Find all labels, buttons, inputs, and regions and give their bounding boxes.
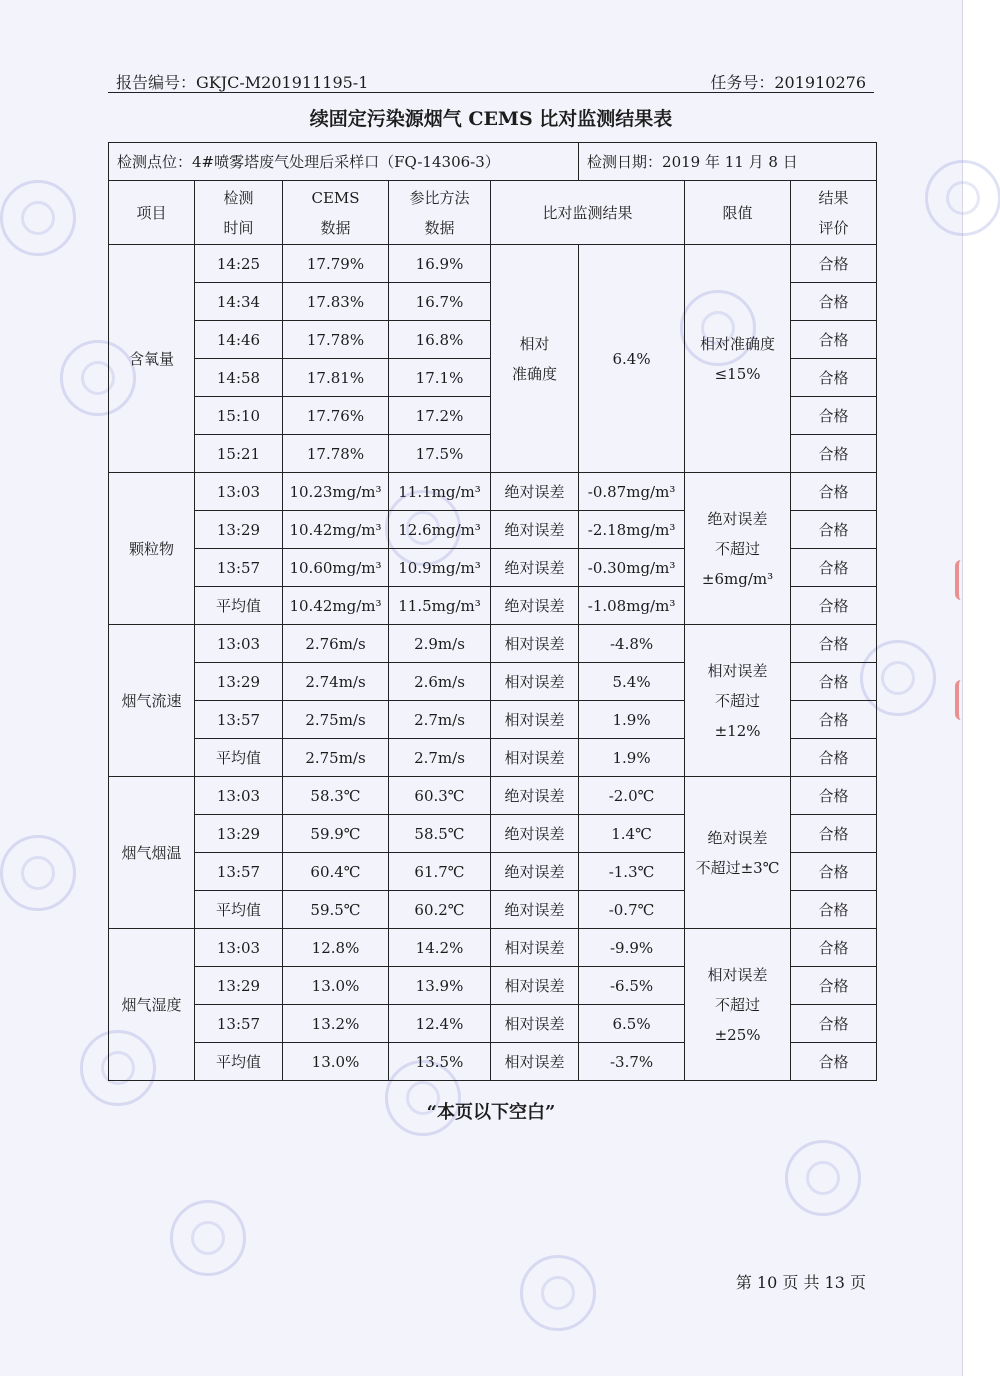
monitoring-date: 检测日期：2019 年 11 月 8 日 bbox=[579, 143, 877, 181]
time-cell: 15:21 bbox=[195, 435, 283, 473]
evaluation-cell: 合格 bbox=[791, 739, 877, 777]
cems-cell: 59.9℃ bbox=[283, 815, 389, 853]
table-row bbox=[109, 929, 877, 967]
task-number: 任务号：201910276 bbox=[710, 73, 866, 92]
time-cell: 13:57 bbox=[195, 701, 283, 739]
item-name: 含氧量 bbox=[109, 245, 195, 473]
result-cell: 1.9% bbox=[579, 739, 685, 777]
time-cell: 13:57 bbox=[195, 1005, 283, 1043]
table-header-row bbox=[109, 181, 877, 245]
cems-cell: 17.78% bbox=[283, 321, 389, 359]
header-result: 比对监测结果 bbox=[491, 181, 685, 245]
result-cell: 1.4℃ bbox=[579, 815, 685, 853]
reference-cell: 13.5% bbox=[389, 1043, 491, 1081]
item-name: 烟气湿度 bbox=[109, 929, 195, 1081]
metric-cell: 相对误差 bbox=[491, 701, 579, 739]
metric-cell: 绝对误差 bbox=[491, 853, 579, 891]
result-cell: -0.7℃ bbox=[579, 891, 685, 929]
monitoring-point: 检测点位：4#喷雾塔废气处理后采样口（FQ-14306-3） bbox=[109, 143, 579, 181]
header-limit: 限值 bbox=[685, 181, 791, 245]
watermark-seal bbox=[170, 1200, 246, 1276]
cems-cell: 13.0% bbox=[283, 967, 389, 1005]
stamp-mark bbox=[955, 560, 979, 600]
watermark-seal bbox=[0, 835, 76, 911]
limit-cell: 相对准确度 ≤15% bbox=[685, 245, 791, 473]
result-cell: -4.8% bbox=[579, 625, 685, 663]
time-cell: 13:03 bbox=[195, 625, 283, 663]
reference-cell: 11.5mg/m³ bbox=[389, 587, 491, 625]
cems-cell: 10.23mg/m³ bbox=[283, 473, 389, 511]
table-row bbox=[109, 777, 877, 815]
result-cell: -1.3℃ bbox=[579, 853, 685, 891]
stamp-mark bbox=[955, 680, 979, 720]
evaluation-cell: 合格 bbox=[791, 473, 877, 511]
result-cell: -1.08mg/m³ bbox=[579, 587, 685, 625]
item-name: 烟气烟温 bbox=[109, 777, 195, 929]
reference-cell: 17.2% bbox=[389, 397, 491, 435]
cems-cell: 58.3℃ bbox=[283, 777, 389, 815]
limit-cell: 相对误差 不超过 ±25% bbox=[685, 929, 791, 1081]
reference-cell: 61.7℃ bbox=[389, 853, 491, 891]
cems-cell: 2.75m/s bbox=[283, 739, 389, 777]
reference-cell: 13.9% bbox=[389, 967, 491, 1005]
cems-cell: 60.4℃ bbox=[283, 853, 389, 891]
time-cell: 13:29 bbox=[195, 511, 283, 549]
report-header bbox=[108, 68, 874, 93]
cems-cell: 59.5℃ bbox=[283, 891, 389, 929]
metric-cell: 相对误差 bbox=[491, 1005, 579, 1043]
cems-cell: 17.79% bbox=[283, 245, 389, 283]
metric-cell: 相对误差 bbox=[491, 739, 579, 777]
cems-cell: 17.81% bbox=[283, 359, 389, 397]
evaluation-cell: 合格 bbox=[791, 321, 877, 359]
reference-cell: 12.6mg/m³ bbox=[389, 511, 491, 549]
evaluation-cell: 合格 bbox=[791, 245, 877, 283]
time-cell: 13:03 bbox=[195, 777, 283, 815]
time-cell: 平均值 bbox=[195, 587, 283, 625]
cems-cell: 2.74m/s bbox=[283, 663, 389, 701]
evaluation-cell: 合格 bbox=[791, 1005, 877, 1043]
time-cell: 14:46 bbox=[195, 321, 283, 359]
evaluation-cell: 合格 bbox=[791, 701, 877, 739]
time-cell: 14:58 bbox=[195, 359, 283, 397]
result-cell: 5.4% bbox=[579, 663, 685, 701]
blank-note: “本页以下空白” bbox=[426, 1102, 556, 1123]
page-title: 续固定污染源烟气 CEMS 比对监测结果表 bbox=[309, 108, 673, 130]
cems-cell: 10.60mg/m³ bbox=[283, 549, 389, 587]
evaluation-cell: 合格 bbox=[791, 397, 877, 435]
time-cell: 13:57 bbox=[195, 853, 283, 891]
reference-cell: 2.9m/s bbox=[389, 625, 491, 663]
evaluation-cell: 合格 bbox=[791, 587, 877, 625]
reference-cell: 17.1% bbox=[389, 359, 491, 397]
result-cell: -9.9% bbox=[579, 929, 685, 967]
watermark-seal bbox=[520, 1255, 596, 1331]
metric-cell: 绝对误差 bbox=[491, 511, 579, 549]
evaluation-cell: 合格 bbox=[791, 1043, 877, 1081]
header-evaluation: 结果 评价 bbox=[791, 181, 877, 245]
reference-cell: 16.8% bbox=[389, 321, 491, 359]
time-cell: 13:29 bbox=[195, 815, 283, 853]
time-cell: 13:29 bbox=[195, 967, 283, 1005]
result-cell: -2.0℃ bbox=[579, 777, 685, 815]
reference-cell: 60.3℃ bbox=[389, 777, 491, 815]
evaluation-cell: 合格 bbox=[791, 929, 877, 967]
reference-cell: 12.4% bbox=[389, 1005, 491, 1043]
item-name: 颗粒物 bbox=[109, 473, 195, 625]
metric-cell: 绝对误差 bbox=[491, 587, 579, 625]
reference-cell: 16.9% bbox=[389, 245, 491, 283]
limit-cell: 绝对误差 不超过 ±6mg/m³ bbox=[685, 473, 791, 625]
result-cell: -6.5% bbox=[579, 967, 685, 1005]
cems-cell: 17.83% bbox=[283, 283, 389, 321]
info-row bbox=[109, 143, 877, 181]
result-cell: -3.7% bbox=[579, 1043, 685, 1081]
metric-cell: 相对误差 bbox=[491, 929, 579, 967]
evaluation-cell: 合格 bbox=[791, 549, 877, 587]
result-cell: -0.87mg/m³ bbox=[579, 473, 685, 511]
reference-cell: 10.9mg/m³ bbox=[389, 549, 491, 587]
metric-cell: 相对 准确度 bbox=[491, 245, 579, 473]
metric-cell: 相对误差 bbox=[491, 663, 579, 701]
cems-cell: 10.42mg/m³ bbox=[283, 587, 389, 625]
result-cell: 6.5% bbox=[579, 1005, 685, 1043]
metric-cell: 相对误差 bbox=[491, 625, 579, 663]
reference-cell: 14.2% bbox=[389, 929, 491, 967]
cems-cell: 2.76m/s bbox=[283, 625, 389, 663]
reference-cell: 2.7m/s bbox=[389, 739, 491, 777]
watermark-seal bbox=[925, 160, 1000, 236]
table-row bbox=[109, 245, 877, 283]
header-reference: 参比方法 数据 bbox=[389, 181, 491, 245]
cems-cell: 12.8% bbox=[283, 929, 389, 967]
evaluation-cell: 合格 bbox=[791, 891, 877, 929]
result-cell: -2.18mg/m³ bbox=[579, 511, 685, 549]
metric-cell: 绝对误差 bbox=[491, 891, 579, 929]
watermark-seal bbox=[0, 180, 76, 256]
header-item: 项目 bbox=[109, 181, 195, 245]
metric-cell: 绝对误差 bbox=[491, 473, 579, 511]
evaluation-cell: 合格 bbox=[791, 435, 877, 473]
reference-cell: 11.1mg/m³ bbox=[389, 473, 491, 511]
time-cell: 13:29 bbox=[195, 663, 283, 701]
header-cems: CEMS 数据 bbox=[283, 181, 389, 245]
reference-cell: 2.6m/s bbox=[389, 663, 491, 701]
metric-cell: 绝对误差 bbox=[491, 815, 579, 853]
result-cell: 1.9% bbox=[579, 701, 685, 739]
time-cell: 14:25 bbox=[195, 245, 283, 283]
evaluation-cell: 合格 bbox=[791, 777, 877, 815]
page-number: 第 10 页 共 13 页 bbox=[735, 1273, 866, 1292]
time-cell: 平均值 bbox=[195, 739, 283, 777]
evaluation-cell: 合格 bbox=[791, 853, 877, 891]
time-cell: 13:03 bbox=[195, 929, 283, 967]
reference-cell: 2.7m/s bbox=[389, 701, 491, 739]
metric-cell: 绝对误差 bbox=[491, 777, 579, 815]
time-cell: 平均值 bbox=[195, 1043, 283, 1081]
table-row bbox=[109, 625, 877, 663]
metric-cell: 相对误差 bbox=[491, 1043, 579, 1081]
evaluation-cell: 合格 bbox=[791, 663, 877, 701]
cems-cell: 13.2% bbox=[283, 1005, 389, 1043]
time-cell: 13:57 bbox=[195, 549, 283, 587]
reference-cell: 16.7% bbox=[389, 283, 491, 321]
evaluation-cell: 合格 bbox=[791, 511, 877, 549]
time-cell: 平均值 bbox=[195, 891, 283, 929]
time-cell: 13:03 bbox=[195, 473, 283, 511]
evaluation-cell: 合格 bbox=[791, 359, 877, 397]
cems-cell: 17.78% bbox=[283, 435, 389, 473]
evaluation-cell: 合格 bbox=[791, 815, 877, 853]
reference-cell: 60.2℃ bbox=[389, 891, 491, 929]
reference-cell: 58.5℃ bbox=[389, 815, 491, 853]
table-row bbox=[109, 473, 877, 511]
time-cell: 14:34 bbox=[195, 283, 283, 321]
watermark-seal bbox=[785, 1140, 861, 1216]
cems-cell: 17.76% bbox=[283, 397, 389, 435]
evaluation-cell: 合格 bbox=[791, 625, 877, 663]
cems-cell: 2.75m/s bbox=[283, 701, 389, 739]
header-time: 检测 时间 bbox=[195, 181, 283, 245]
limit-cell: 绝对误差 不超过±3℃ bbox=[685, 777, 791, 929]
cems-cell: 13.0% bbox=[283, 1043, 389, 1081]
results-table bbox=[108, 142, 877, 1081]
item-name: 烟气流速 bbox=[109, 625, 195, 777]
metric-cell: 相对误差 bbox=[491, 967, 579, 1005]
time-cell: 15:10 bbox=[195, 397, 283, 435]
cems-cell: 10.42mg/m³ bbox=[283, 511, 389, 549]
result-cell: 6.4% bbox=[579, 245, 685, 473]
evaluation-cell: 合格 bbox=[791, 283, 877, 321]
report-number: 报告编号：GKJC-M201911195-1 bbox=[116, 73, 369, 92]
metric-cell: 绝对误差 bbox=[491, 549, 579, 587]
reference-cell: 17.5% bbox=[389, 435, 491, 473]
result-cell: -0.30mg/m³ bbox=[579, 549, 685, 587]
evaluation-cell: 合格 bbox=[791, 967, 877, 1005]
limit-cell: 相对误差 不超过 ±12% bbox=[685, 625, 791, 777]
